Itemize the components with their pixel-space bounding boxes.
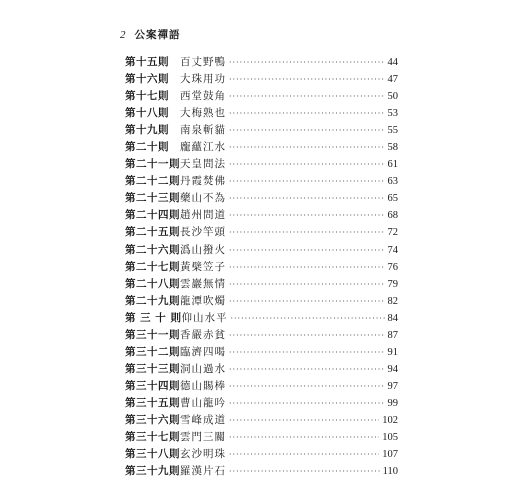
- case-title: 臨濟四喝: [180, 345, 226, 358]
- case-number: 第二十二則: [125, 175, 180, 188]
- case-title: 玄沙明珠: [180, 448, 226, 461]
- dot-leader: [229, 429, 379, 446]
- case-number: 第二十四則: [125, 209, 180, 222]
- case-number: 第十七則: [125, 90, 169, 103]
- case-number: 第二十三則: [125, 192, 180, 205]
- page-reference: 61: [387, 159, 398, 171]
- toc-entry: [125, 378, 398, 395]
- dot-leader: [229, 276, 385, 293]
- dot-leader: [229, 412, 379, 429]
- dot-leader: [229, 139, 385, 156]
- case-title: 潙山撥火: [180, 243, 226, 256]
- dot-leader: [229, 71, 385, 88]
- page-reference: 76: [387, 261, 398, 273]
- dot-leader: [229, 293, 385, 310]
- case-number: 第十六則: [125, 73, 169, 86]
- toc-entry: [125, 293, 398, 310]
- page-reference: 107: [382, 449, 398, 461]
- case-number: 第十五則: [125, 56, 169, 68]
- toc-entry: [125, 310, 398, 327]
- toc-entry: [125, 105, 398, 122]
- page-reference: 53: [387, 108, 398, 120]
- toc-entry: [125, 242, 398, 259]
- dot-leader: [229, 54, 385, 71]
- page-reference: 74: [387, 244, 398, 256]
- dot-leader: [229, 361, 385, 378]
- toc-entry: [125, 395, 398, 412]
- toc-entry: [125, 173, 398, 190]
- toc-entry: [125, 259, 398, 276]
- page-number: 2: [120, 29, 126, 41]
- case-number: 第十八則: [125, 107, 169, 120]
- case-title: 曹山龍吟: [180, 396, 226, 409]
- page-reference: 68: [387, 210, 398, 222]
- case-number: 第三十八則: [125, 448, 180, 461]
- toc-entry: [125, 54, 398, 71]
- dot-leader: [229, 259, 385, 276]
- dot-leader: [230, 310, 384, 327]
- table-of-contents: [125, 54, 398, 480]
- dot-leader: [229, 463, 380, 480]
- toc-entry: [125, 412, 398, 429]
- toc-entry: [125, 344, 398, 361]
- dot-leader: [229, 88, 385, 105]
- case-title: 天皇問法: [180, 158, 226, 171]
- dot-leader: [229, 242, 385, 259]
- page-reference: 50: [387, 91, 398, 103]
- dot-leader: [229, 173, 385, 190]
- dot-leader: [229, 207, 385, 224]
- page-reference: 87: [387, 329, 398, 341]
- toc-entry: [125, 446, 398, 463]
- page-reference: 72: [387, 227, 398, 239]
- case-title: 黃檗笠子: [180, 260, 226, 273]
- dot-leader: [229, 344, 385, 361]
- case-title: 雲門三關: [180, 431, 226, 444]
- toc-entry: [125, 207, 398, 224]
- case-title: 大珠用功: [180, 73, 226, 86]
- case-number: 第三十一則: [125, 328, 180, 341]
- page-reference: 55: [387, 125, 398, 137]
- case-number: 第二十六則: [125, 243, 180, 256]
- case-title: 趙州問道: [180, 209, 226, 222]
- dot-leader: [229, 105, 385, 122]
- case-number: 第三十九則: [125, 465, 180, 478]
- case-number: 第二十五則: [125, 226, 180, 239]
- toc-entry: [125, 429, 398, 446]
- case-title: 羅漢片石: [180, 465, 226, 478]
- page-reference: 65: [387, 193, 398, 205]
- case-title: 龍潭吹燭: [180, 294, 226, 307]
- case-number: 第二十則: [125, 141, 169, 154]
- case-number: 第三十四則: [125, 379, 180, 392]
- page-reference: 97: [387, 380, 398, 392]
- page-reference: 44: [387, 57, 398, 68]
- page-reference: 99: [387, 397, 398, 409]
- toc-entry: [125, 156, 398, 173]
- case-number: 第三十六則: [125, 413, 180, 426]
- case-number: 第 三 十 則: [125, 311, 182, 324]
- case-title: 德山賜棒: [180, 379, 226, 392]
- case-title: 丹霞焚佛: [180, 175, 226, 188]
- page-reference: 58: [387, 142, 398, 154]
- case-title: 西堂鼓角: [180, 90, 226, 103]
- page-reference: 91: [387, 346, 398, 358]
- dot-leader: [229, 224, 385, 241]
- toc-entry: [125, 190, 398, 207]
- case-title: 長沙竿頭: [180, 226, 226, 239]
- toc-entry: [125, 224, 398, 241]
- case-number: 第三十三則: [125, 362, 180, 375]
- page-reference: 84: [387, 312, 398, 324]
- toc-entry: [125, 361, 398, 378]
- case-title: 南泉斬貓: [180, 124, 226, 137]
- case-number: 第二十九則: [125, 294, 180, 307]
- dot-leader: [229, 327, 385, 344]
- case-title: 洞山過水: [180, 362, 226, 375]
- case-number: 第二十七則: [125, 260, 180, 273]
- page-reference: 79: [387, 278, 398, 290]
- dot-leader: [229, 378, 385, 395]
- case-title: 龐蘊江水: [180, 141, 226, 154]
- toc-entry: [125, 276, 398, 293]
- case-title: 雲巖無情: [180, 277, 226, 290]
- case-number: 第二十一則: [125, 158, 180, 171]
- dot-leader: [229, 395, 385, 412]
- page-reference: 102: [382, 414, 398, 426]
- page-reference: 82: [387, 295, 398, 307]
- case-title: 雪峰成道: [180, 413, 226, 426]
- case-number: 第三十二則: [125, 345, 180, 358]
- case-number: 第二十八則: [125, 277, 180, 290]
- page-reference: 94: [387, 363, 398, 375]
- page-reference: 63: [387, 176, 398, 188]
- page-reference: 110: [382, 466, 398, 478]
- page-header: [120, 27, 181, 42]
- toc-entry: [125, 122, 398, 139]
- toc-entry: [125, 463, 398, 480]
- dot-leader: [229, 122, 385, 139]
- case-title: 仰山水平: [181, 311, 228, 324]
- case-number: 第三十五則: [125, 396, 180, 409]
- case-title: 大梅熟也: [180, 107, 226, 120]
- dot-leader: [229, 190, 385, 207]
- case-title: 香嚴赤貧: [180, 328, 226, 341]
- case-title: 藥山不為: [180, 192, 226, 205]
- book-title: 公案禪語: [134, 29, 181, 41]
- toc-entry: [125, 71, 398, 88]
- dot-leader: [229, 446, 379, 463]
- page-reference: 47: [387, 74, 398, 86]
- toc-entry: [125, 88, 398, 105]
- toc-entry: [125, 327, 398, 344]
- case-number: 第三十七則: [125, 431, 180, 444]
- toc-entry: [125, 139, 398, 156]
- page-reference: 105: [382, 432, 398, 444]
- dot-leader: [229, 156, 385, 173]
- case-title: 百丈野鴨: [180, 56, 226, 68]
- case-number: 第十九則: [125, 124, 169, 137]
